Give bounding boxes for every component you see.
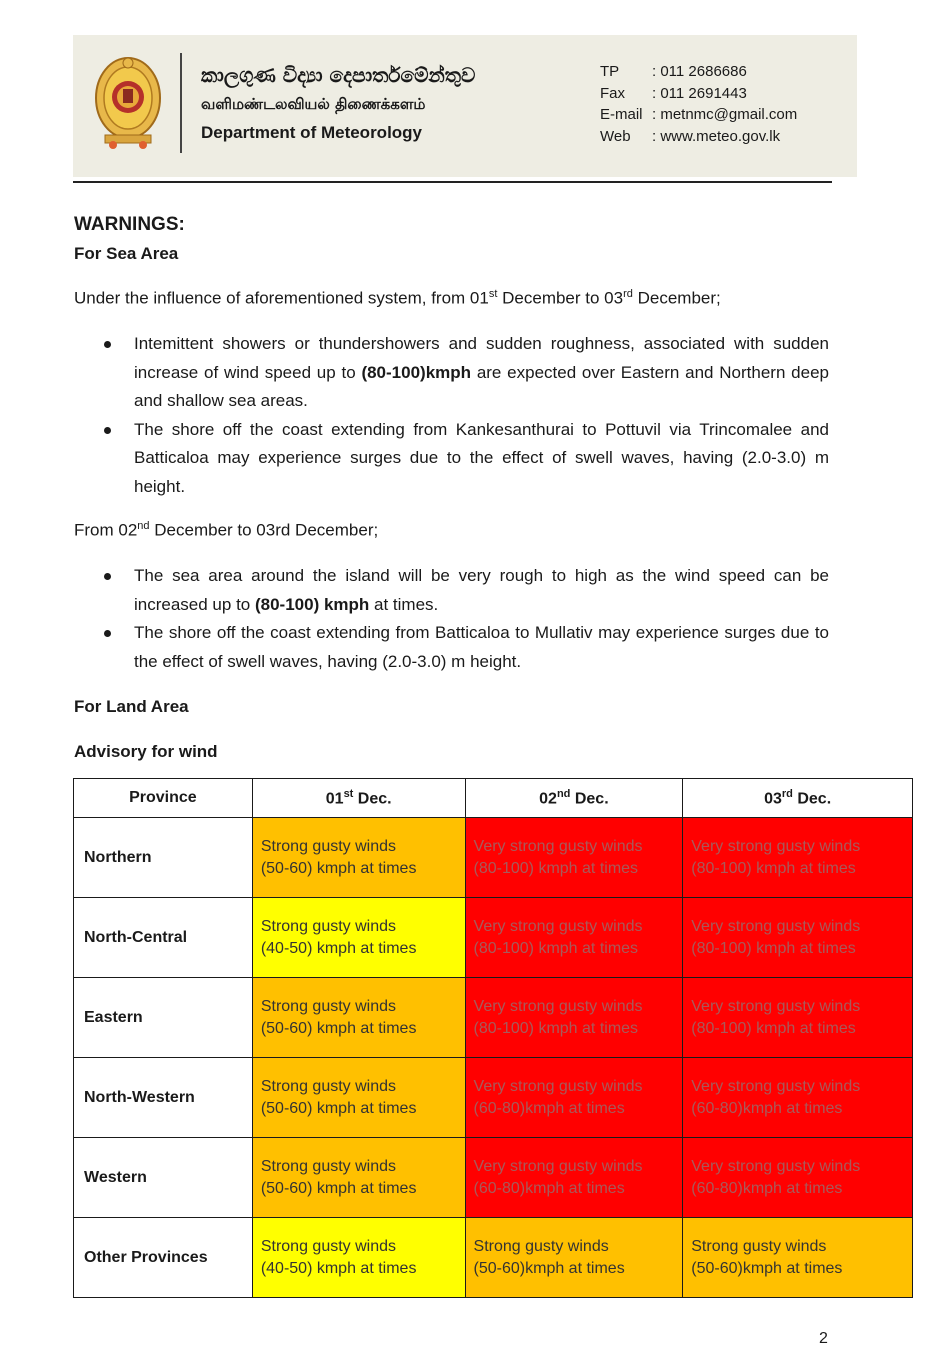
- advisory-heading: Advisory for wind: [74, 742, 218, 761]
- province-cell: Other Provinces: [74, 1218, 253, 1298]
- list-item: The shore off the coast extending from Batticaloa to Mullativ may experience surges due to the effect of swell waves, having (2.0-3.0) m height.: [74, 619, 829, 676]
- bullet-icon: [104, 573, 111, 580]
- advisory-line-2: (40-50) kmph at times: [260, 1259, 417, 1277]
- advisory-line-2: (40-50) kmph at times: [260, 939, 417, 957]
- advisory-line-1: Very strong gusty winds: [691, 917, 861, 935]
- warnings-heading: WARNINGS:: [74, 214, 185, 235]
- bullet-icon: [104, 630, 111, 637]
- bullet-icon: [104, 427, 111, 434]
- wind-advisory-cell: [465, 898, 683, 978]
- bullet-icon: [104, 341, 111, 348]
- dept-name-tamil: வளிமண்டலவியல் திணைக்களம்: [201, 95, 426, 113]
- page-number: 2: [819, 1330, 828, 1347]
- list-item: Intemittent showers or thundershowers and sudden roughness, associated with sudden increase of wind speed up to (80-100)kmph are expected over Eastern and Northern deep and shallow sea areas.: [74, 330, 829, 416]
- advisory-line-2: (50-60) kmph at times: [260, 1099, 417, 1117]
- advisory-line-1: Very strong gusty winds: [473, 997, 643, 1015]
- header-rule: [73, 181, 832, 183]
- province-cell: Eastern: [74, 978, 253, 1058]
- list-item: The sea area around the island will be very rough to high as the wind speed can be increased up to (80-100) kmph at times.: [74, 562, 829, 619]
- advisory-line-2: (80-100) kmph at times: [473, 939, 639, 957]
- wind-advisory-cell: [252, 1218, 465, 1298]
- advisory-line-2: (80-100) kmph at times: [691, 939, 856, 957]
- table-row: [74, 1138, 913, 1218]
- contact-web: Web : www.meteo.gov.lk: [600, 127, 781, 145]
- header-divider: [180, 53, 182, 153]
- table-row: [74, 1218, 913, 1298]
- wind-advisory-cell: [252, 978, 465, 1058]
- table-body: [74, 818, 913, 1298]
- advisory-line-1: Strong gusty winds: [260, 917, 397, 935]
- advisory-line-1: Very strong gusty winds: [691, 837, 861, 855]
- wind-advisory-table: [73, 778, 913, 1298]
- wind-advisory-cell: [683, 1218, 913, 1298]
- advisory-line-1: Strong gusty winds: [260, 1077, 397, 1095]
- dept-name-english: Department of Meteorology: [201, 123, 423, 142]
- advisory-line-1: Very strong gusty winds: [473, 1157, 643, 1175]
- advisory-line-2: (50-60) kmph at times: [260, 1019, 417, 1037]
- wind-advisory-cell: [465, 1218, 683, 1298]
- advisory-line-1: Very strong gusty winds: [473, 837, 643, 855]
- advisory-line-2: (80-100) kmph at times: [473, 1019, 639, 1037]
- province-cell: Western: [74, 1138, 253, 1218]
- wind-advisory-cell: [465, 1138, 683, 1218]
- advisory-line-1: Very strong gusty winds: [473, 917, 643, 935]
- advisory-line-1: Strong gusty winds: [260, 1157, 397, 1175]
- advisory-line-1: Strong gusty winds: [260, 837, 397, 855]
- advisory-line-2: (50-60)kmph at times: [691, 1259, 843, 1277]
- wind-advisory-cell: [465, 978, 683, 1058]
- table-row: [74, 978, 913, 1058]
- table-row: [74, 898, 913, 978]
- sea-warnings-list-1: [74, 330, 829, 501]
- advisory-line-2: (60-80)kmph at times: [473, 1099, 625, 1117]
- col-header-day2: 02nd Dec.: [465, 779, 683, 818]
- col-header-day1: 01st Dec.: [252, 779, 465, 818]
- advisory-line-1: Strong gusty winds: [691, 1237, 827, 1255]
- wind-advisory-cell: [683, 898, 913, 978]
- wind-advisory-cell: [252, 818, 465, 898]
- col-header-day3: 03rd Dec.: [683, 779, 913, 818]
- advisory-line-2: (50-60) kmph at times: [260, 1179, 417, 1197]
- sea-warnings-list-2: [74, 562, 829, 676]
- advisory-line-2: (60-80)kmph at times: [473, 1179, 625, 1197]
- table-row: [74, 818, 913, 898]
- dept-name-sinhala: කාලගුණ විද්‍යා දෙපාර්තමේන්තුව: [201, 63, 476, 87]
- table-row: [74, 1058, 913, 1138]
- advisory-line-2: (80-100) kmph at times: [691, 1019, 856, 1037]
- wind-advisory-cell: [683, 1138, 913, 1218]
- wind-advisory-cell: [252, 1058, 465, 1138]
- wind-advisory-cell: [683, 978, 913, 1058]
- advisory-line-1: Very strong gusty winds: [691, 1157, 861, 1175]
- sri-lanka-emblem-icon: [93, 53, 163, 153]
- wind-advisory-cell: [683, 818, 913, 898]
- intro-paragraph-2: From 02nd December to 03rd December;: [74, 520, 379, 540]
- advisory-line-2: (50-60)kmph at times: [473, 1259, 625, 1277]
- land-area-heading: For Land Area: [74, 697, 189, 716]
- letterhead: [73, 35, 857, 177]
- advisory-line-1: Very strong gusty winds: [691, 1077, 861, 1095]
- advisory-line-2: (50-60) kmph at times: [260, 859, 417, 877]
- list-item: The shore off the coast extending from Kankesanthurai to Pottuvil via Trincomalee and Batticaloa may experience surges due to the effect of swell waves, having (2.0-3.0) m height.: [74, 416, 829, 502]
- sea-area-heading: For Sea Area: [74, 244, 179, 263]
- province-cell: North-Western: [74, 1058, 253, 1138]
- advisory-line-2: (80-100) kmph at times: [473, 859, 639, 877]
- department-names: [201, 61, 475, 147]
- col-header-province: Province: [74, 779, 253, 818]
- advisory-line-1: Strong gusty winds: [473, 1237, 609, 1255]
- advisory-line-1: Strong gusty winds: [260, 997, 397, 1015]
- advisory-line-2: (80-100) kmph at times: [691, 859, 856, 877]
- table-header-row: [74, 779, 913, 818]
- advisory-line-2: (60-80)kmph at times: [691, 1179, 843, 1197]
- advisory-line-2: (60-80)kmph at times: [691, 1099, 843, 1117]
- advisory-line-1: Very strong gusty winds: [691, 997, 861, 1015]
- contact-fax: Fax : 011 2691443: [600, 84, 747, 102]
- wind-advisory-cell: [252, 898, 465, 978]
- contact-info: [600, 61, 797, 147]
- wind-advisory-cell: [465, 818, 683, 898]
- intro-paragraph-1: Under the influence of aforementioned system, from 01st December to 03rd December;: [74, 288, 721, 308]
- province-cell: Northern: [74, 818, 253, 898]
- wind-advisory-cell: [252, 1138, 465, 1218]
- contact-email: E-mail : metnmc@gmail.com: [600, 106, 798, 123]
- wind-advisory-cell: [683, 1058, 913, 1138]
- province-cell: North-Central: [74, 898, 253, 978]
- advisory-line-1: Very strong gusty winds: [473, 1077, 643, 1095]
- contact-tp: TP : 011 2686686: [600, 63, 747, 80]
- advisory-line-1: Strong gusty winds: [260, 1237, 397, 1255]
- wind-advisory-cell: [465, 1058, 683, 1138]
